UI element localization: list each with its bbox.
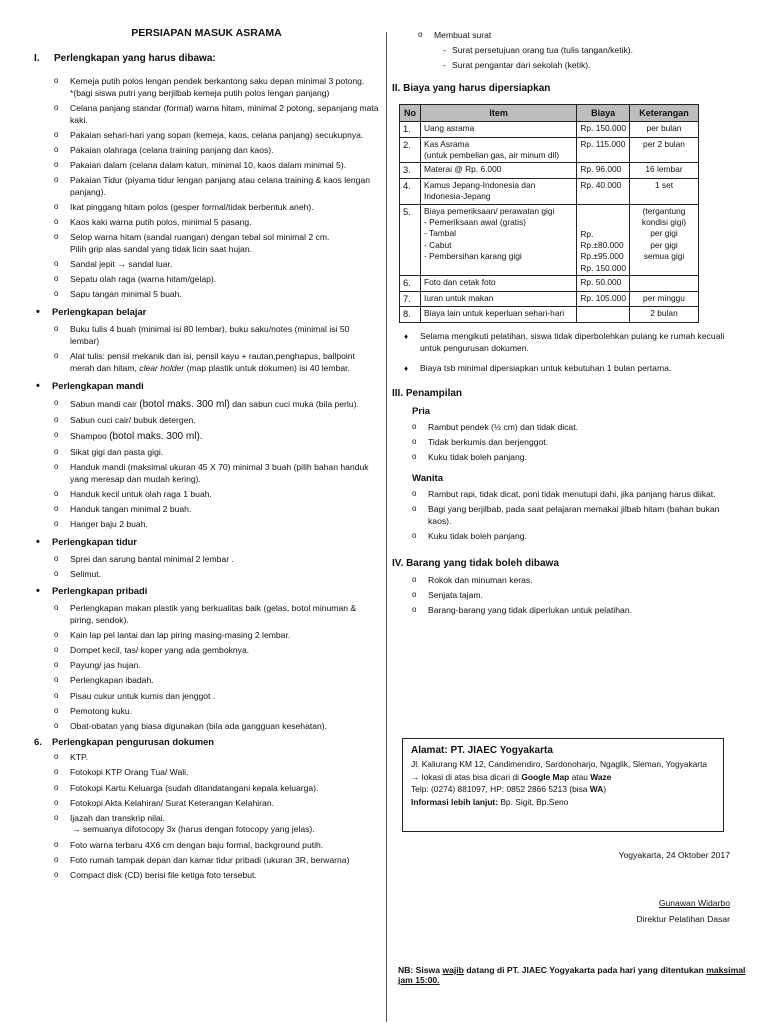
list-item: o Kain lap pel lantai dan lap piring masing-masing 2 lembar. (70, 630, 379, 642)
list-item: o Pakaian Tidur (piyama tidur lengan panjang atau celana training & kaos lengan panjang). (70, 175, 379, 199)
list-item: o Kuku tidak boleh panjang. (428, 531, 744, 543)
cell-ket (630, 276, 699, 292)
cell-no: 5. (400, 204, 421, 275)
list-item: o Perlengkapan makan plastik yang berkualitas baik (gelas, botol minuman & piring, sendok). (70, 603, 379, 627)
note-item: ♦ Biaya tsb minimal dipersiapkan untuk kebutuhan 1 bulan pertama. (420, 363, 744, 375)
pribadi-heading: • Perlengkapan pribadi (52, 585, 379, 598)
table-row (400, 291, 699, 307)
mandi-heading: • Perlengkapan mandi (52, 380, 379, 393)
list-item: o Handuk mandi (maksimal ukuran 45 X 70) minimal 3 buah (pilih bahan handuk yang meresap dan mudah kering). (70, 462, 379, 486)
surat-sublist (392, 45, 744, 72)
cell-no: 6. (400, 276, 421, 292)
section-2-heading: II. Biaya yang harus dipersiapkan (392, 82, 551, 94)
google-map-text: Google Map (521, 771, 570, 782)
tidur-heading: • Perlengkapan tidur (52, 536, 379, 549)
address-phone: Telp: (0274) 881097, HP: 0852 2866 5213 (bisa WA) (411, 784, 607, 795)
botol-note: (botol maks. 300 ml). (109, 430, 203, 442)
dokumen-list (34, 752, 379, 881)
list-item: o Hanger baju 2 buah. (70, 519, 379, 531)
list-item: o Kemeja putih polos lengan pendek berkantong saku depan minimal 3 potong. *(bagi siswa putri yang berjilbab kemeja putih polos lengan panjang) (70, 76, 379, 100)
wanita-list (392, 489, 744, 543)
cell-biaya: Rp. 150.000 (577, 121, 630, 137)
table-row (400, 137, 699, 163)
left-column (34, 26, 379, 885)
table-row (400, 163, 699, 179)
belajar-heading: • Perlengkapan belajar (52, 306, 379, 319)
list-item: o Fotokopi Akta Kelahiran/ Surat Keterangan Kelahiran. (70, 798, 379, 810)
list-item: o Sandal jepit → sandal luar. (70, 259, 379, 271)
mandi-list (34, 398, 379, 531)
list-item: o Senjata tajam. (428, 590, 744, 602)
list-item: o Dompet kecil, tas/ koper yang ada gemboknya. (70, 645, 379, 657)
table-row (400, 179, 699, 205)
list-item: o Barang-barang yang tidak diperlukan untuk pelatihan. (428, 605, 744, 617)
list-item: o Ijazah dan transkrip nilai. → semuanya difotocopy 3x (harus dengan fotocopy yang jelas). (70, 813, 379, 837)
list-item: o Membuat surat (434, 30, 744, 42)
column-header: Item (421, 104, 577, 121)
cell-item: Kas Asrama (untuk pembelian gas, air minum dll) (421, 137, 577, 163)
address-title: Alamat: PT. JIAEC Yogyakarta (411, 745, 553, 756)
cell-biaya: Rp. 50.000 (577, 276, 630, 292)
cell-item: Iuran untuk makan (421, 291, 577, 307)
list-item: o Foto warna terbaru 4X6 cm dengan baju formal, background putih. (70, 840, 379, 852)
cell-no: 1. (400, 121, 421, 137)
clear-holder-text: clear holder (139, 362, 185, 373)
table-row (400, 121, 699, 137)
wajib-text: wajib (442, 965, 464, 975)
signer-name: Gunawan Widarbo (658, 898, 730, 908)
wa-text: WA (589, 784, 604, 795)
list-item: o Buku tulis 4 buah (minimal isi 80 lembar), buku saku/notes (minimal isi 50 lembar) (70, 324, 379, 348)
list-item: o Rambut rapi, tidak dicat, poni tidak menutupi dahi, jika panjang harus diikat. (428, 489, 744, 501)
list-item: o Kuku tidak boleh panjang. (428, 452, 744, 464)
wanita-label: Wanita (412, 472, 444, 484)
tidur-list (34, 554, 379, 581)
list-item: o Celana panjang standar (formal) warna hitam, minimal 2 potong, sepanjang mata kaki. (70, 103, 379, 127)
deadline-text: maksimal jam 15:00. (398, 965, 746, 985)
list-item: o Sapu tangan minimal 5 buah. (70, 289, 379, 301)
perlengkapan-list (34, 76, 379, 301)
list-item: o Obat-obatan yang biasa digunakan (bila ada gangguan kesehatan). (70, 721, 379, 733)
fotocopy-note: → semuanya difotocopy 3x (harus dengan fotocopy yang jelas). (72, 824, 315, 835)
list-item: o Shampoo (botol maks. 300 ml). (70, 430, 379, 444)
cell-biaya: Rp. 115.000 (577, 137, 630, 163)
address-location: → lokasi di atas bisa dicari di Google Map atau Waze (411, 771, 612, 782)
list-item: o Handuk kecil untuk olah raga 1 buah. (70, 489, 379, 501)
address-box (402, 738, 724, 832)
cell-biaya: Rp. 40.000 (577, 179, 630, 205)
table-header-row (400, 104, 699, 121)
list-item: o Pemotong kuku. (70, 706, 379, 718)
table-row (400, 307, 699, 323)
cell-ket: 2 bulan (630, 307, 699, 323)
list-item: o Pakaian sehari-hari yang sopan (kemeja, kaos, celana panjang) secukupnya. (70, 130, 379, 142)
list-item: o Rokok dan minuman keras. (428, 575, 744, 587)
section-3-heading: III. Penampilan (392, 387, 463, 399)
list-item: o Fotokopi KTP Orang Tua/ Wali. (70, 767, 379, 779)
section-1-title: Perlengkapan yang harus dibawa: (54, 53, 216, 65)
larangan-list (392, 575, 744, 617)
column-header: No (400, 104, 421, 121)
list-item: o Payung/ jas hujan. (70, 660, 379, 672)
list-item: o Kaos kaki warna putih polos, minimal 5 pasang. (70, 217, 379, 229)
signature-block (560, 850, 730, 924)
jilbab-note: *(bagi siswa putri yang berjilbab kemeja putih polos lengan panjang) (70, 88, 330, 99)
table-row (400, 276, 699, 292)
pria-label: Pria (412, 405, 431, 417)
section-4-heading: IV. Barang yang tidak boleh dibawa (392, 557, 559, 569)
list-item: o Pakaian olahraga (celana training panjang dan kaos). (70, 145, 379, 157)
cell-item: Biaya pemeriksaan/ perawatan gigi - Pemeriksaan awal (gratis) - Tambal - Cabut - Pembersihan karang gigi (421, 204, 577, 275)
note-item: ♦ Selama mengikuti pelatihan, siswa tidak diperbolehkan pulang ke rumah kecuali untuk pengurusan dokumen. (420, 331, 744, 355)
dokumen-number: 6. (34, 736, 42, 748)
cell-ket: 16 lembar (630, 163, 699, 179)
cell-no: 7. (400, 291, 421, 307)
cell-item: Biaya lain untuk keperluan sehari-hari (421, 307, 577, 323)
biaya-table (399, 104, 699, 324)
list-item: o Foto rumah tampak depan dan kamar tidur pribadi (ukuran 3R, berwarna) (70, 855, 379, 867)
cell-biaya (577, 307, 630, 323)
list-item: o Pisau cukur untuk kumis dan jenggot . (70, 691, 379, 703)
waze-text: Waze (590, 771, 612, 782)
cell-item: Uang asrama (421, 121, 577, 137)
cell-no: 3. (400, 163, 421, 179)
signer-title: Direktur Pelatihan Dasar (636, 914, 730, 924)
list-item: o Handuk tangan minimal 2 buah. (70, 504, 379, 516)
sandal-note: Pilih grip alas sandal yang tidak licin saat hujan. (70, 244, 253, 255)
right-column (392, 30, 744, 620)
list-item: o Alat tulis: pensil mekanik dan isi, pensil kayu + rautan,penghapus, ballpoint merah dan hitam, clear holder (map plastik untuk dokumen) isi 40 lembar. (70, 351, 379, 375)
list-item: o Selop warna hitam (sandal ruangan) dengan tebal sol minimal 2 cm. Pilih grip alas sandal yang tidak licin saat hujan. (70, 232, 379, 256)
botol-note: (botol maks. 300 ml) (139, 398, 230, 410)
section-1-heading (34, 52, 379, 66)
cell-item: Kamus Jepang-Indonesia dan Indonesia-Jepang (421, 179, 577, 205)
biaya-notes (392, 331, 744, 375)
column-header: Keterangan (630, 104, 699, 121)
list-item: o Selimut. (70, 569, 379, 581)
list-item: o Perlengkapan ibadah. (70, 675, 379, 687)
nb-note: NB: Siswa wajib datang di PT. JIAEC Yogyakarta pada hari yang ditentukan maksimal jam 15:00. (398, 965, 746, 985)
cell-ket: 1 set (630, 179, 699, 205)
list-item: o Sabun mandi cair (botol maks. 300 ml) dan sabun cuci muka (bila perlu). (70, 398, 379, 412)
cell-ket: (tergantung kondisi gigi) per gigi per gigi semua gigi (630, 204, 699, 275)
column-header: Biaya (577, 104, 630, 121)
cell-no: 4. (400, 179, 421, 205)
address-street: Jl. Kaliurang KM 12, Candimendiro, Sardonoharjo, Ngaglik, Sleman, Yogyakarta (411, 759, 708, 769)
pria-list (392, 422, 744, 464)
list-item: o Sepatu olah raga (warna hitam/gelap). (70, 274, 379, 286)
cell-no: 2. (400, 137, 421, 163)
page-title: PERSIAPAN MASUK ASRAMA (131, 27, 282, 39)
list-item: o Rambut pendek (½ cm) dan tidak dicat. (428, 422, 744, 434)
dokumen-title: Perlengkapan pengurusan dokumen (52, 736, 215, 748)
list-item: - Surat persetujuan orang tua (tulis tangan/ketik). (452, 45, 744, 57)
list-item: o Pakaian dalam (celana dalam katun, minimal 10, kaos dalam minimal 5). (70, 160, 379, 172)
list-item: o Sprei dan sarung bantal minimal 2 lembar . (70, 554, 379, 566)
list-item: o KTP. (70, 752, 379, 764)
cell-biaya: Rp. Rp.±80.000 Rp.±95.000 Rp. 150.000 (577, 204, 630, 275)
surat-list (392, 30, 744, 42)
address-info: Informasi lebih lanjut: Bp. Sigit, Bp.Seno (411, 796, 569, 807)
cell-ket: per minggu (630, 291, 699, 307)
list-item: - Surat pengantar dari sekolah (ketik). (452, 60, 744, 72)
table-row (400, 204, 699, 275)
column-divider (386, 32, 387, 1022)
list-item: o Ikat pinggang hitam polos (gesper formal/tidak berbentuk aneh). (70, 202, 379, 214)
cell-ket: per 2 bulan (630, 137, 699, 163)
belajar-list (34, 324, 379, 375)
list-item: o Tidak berkumis dan berjenggot. (428, 437, 744, 449)
cell-ket: per bulan (630, 121, 699, 137)
cell-item: Foto dan cetak foto (421, 276, 577, 292)
cell-item: Materai @ Rp. 6.000 (421, 163, 577, 179)
sign-date: Yogyakarta, 24 Oktober 2017 (618, 850, 730, 860)
list-item: o Bagi yang berjilbab, pada saat pelajaran memakai jilbab hitam (bahan bukan kaos). (428, 504, 744, 528)
cell-biaya: Rp. 105.000 (577, 291, 630, 307)
dokumen-heading (34, 736, 379, 749)
section-1-number: I. (34, 53, 40, 65)
pribadi-list (34, 603, 379, 732)
list-item: o Compact disk (CD) berisi file ketiga foto tersebut. (70, 870, 379, 882)
cell-no: 8. (400, 307, 421, 323)
list-item: o Sabun cuci cair/ bubuk detergen. (70, 415, 379, 427)
list-item: o Sikat gigi dan pasta gigi. (70, 447, 379, 459)
list-item: o Fotokopi Kartu Keluarga (sudah ditandatangani kepala keluarga). (70, 783, 379, 795)
cell-biaya: Rp. 96.000 (577, 163, 630, 179)
